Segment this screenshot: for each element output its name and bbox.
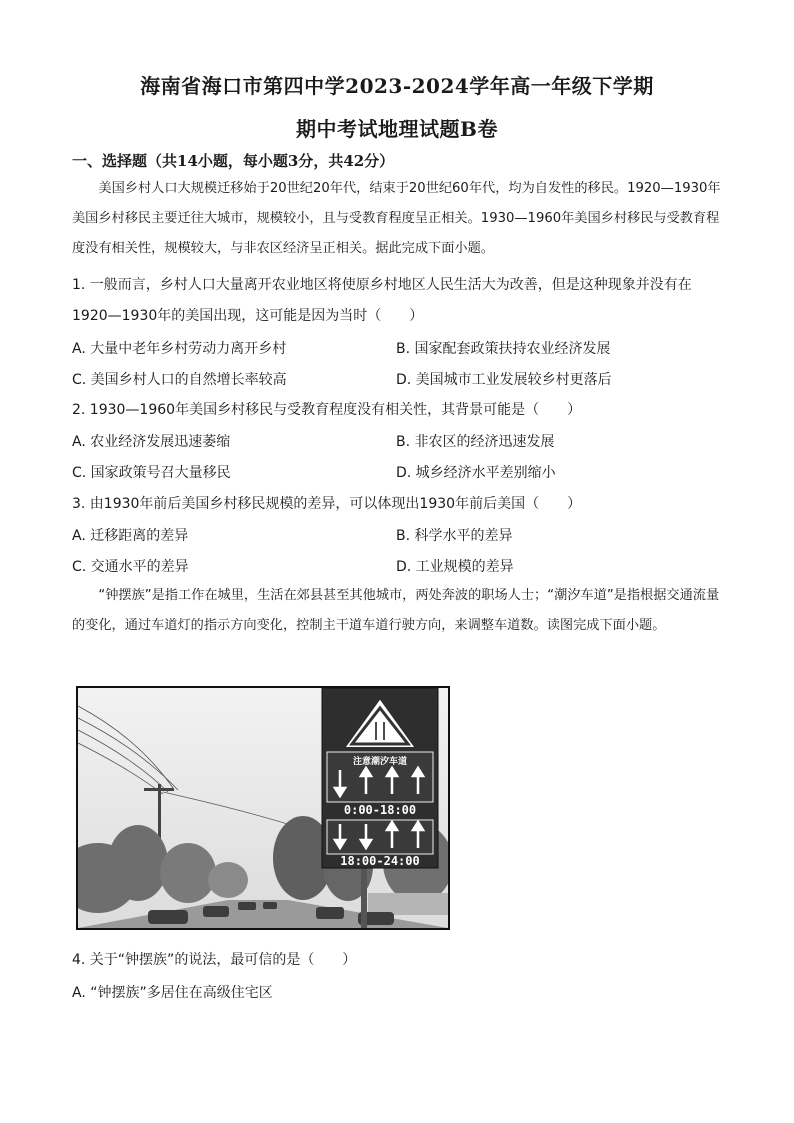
tidal-lane-photo-illustration [78,688,448,928]
q1-option-a: A. 大量中老年乡村劳动力离开乡村 [72,341,287,357]
q1-stem-line1: 1. 一般而言，乡村人口大量离开农业地区将使原乡村地区人民生活大为改善，但是这种现象并没有在 [72,277,692,293]
q1-option-c: C. 美国乡村人口的自然增长率较高 [72,372,287,388]
sign-time-2: 18:00-24:00 [340,854,420,868]
exam-title-line2: 期中考试地理试题B卷 [296,117,498,141]
section-heading: 一、选择题（共14小题，每小题3分，共42分） [72,152,395,170]
sign-title: 注意潮汐车道 [352,757,408,767]
q2-option-d: D. 城乡经济水平差别缩小 [396,465,556,481]
q2-option-a: A. 农业经济发展迅速萎缩 [72,434,231,450]
q1-option-b: B. 国家配套政策扶持农业经济发展 [396,341,611,357]
q2-option-c: C. 国家政策号召大量移民 [72,465,231,481]
q3-option-a: A. 迁移距离的差异 [72,528,189,544]
tidal-lane-photo [76,686,450,930]
q3-option-d: D. 工业规模的差异 [396,559,514,575]
passage-tidal-lane: “钟摆族”是指工作在城里，生活在郊县甚至其他城市，两处奔波的职场人士；“潮汐车道”是指根据交通流量的变化，通过车道灯的指示方向变化，控制主干道车道行驶方向，来调整车道数。读图完成下面小题。 [72,588,720,633]
q2-stem: 2. 1930—1960年美国乡村移民与受教育程度没有相关性，其背景可能是（ ） [72,402,582,418]
q1-option-d: D. 美国城市工业发展较乡村更落后 [396,372,612,388]
sign-time-1: 0:00-18:00 [343,803,417,817]
q3-option-b: B. 科学水平的差异 [396,528,513,544]
q3-stem: 3. 由1930年前后美国乡村移民规模的差异，可以体现出1930年前后美国（ ） [72,496,582,512]
exam-title-line1: 海南省海口市第四中学2023-2024学年高一年级下学期 [140,74,654,98]
passage-migration: 美国乡村人口大规模迁移始于20世纪20年代，结束于20世纪60年代，均为自发性的移民。1920—1930年美国乡村移民主要迁往大城市，规模较小，且与受教育程度呈正相关。1930—1960年美国乡村移民与受教育程度没有相关性，规模较大，与非农区经济呈正相关。据此完成下面小题。 [72,181,721,256]
q4-option-a: A. “钟摆族”多居住在高级住宅区 [72,985,273,1001]
q2-option-b: B. 非农区的经济迅速发展 [396,434,555,450]
q1-stem-line2: 1920—1930年的美国出现，这可能是因为当时（ ） [72,308,424,324]
q3-option-c: C. 交通水平的差异 [72,559,189,575]
q4-stem: 4. 关于“钟摆族”的说法，最可信的是（ ） [72,952,357,968]
